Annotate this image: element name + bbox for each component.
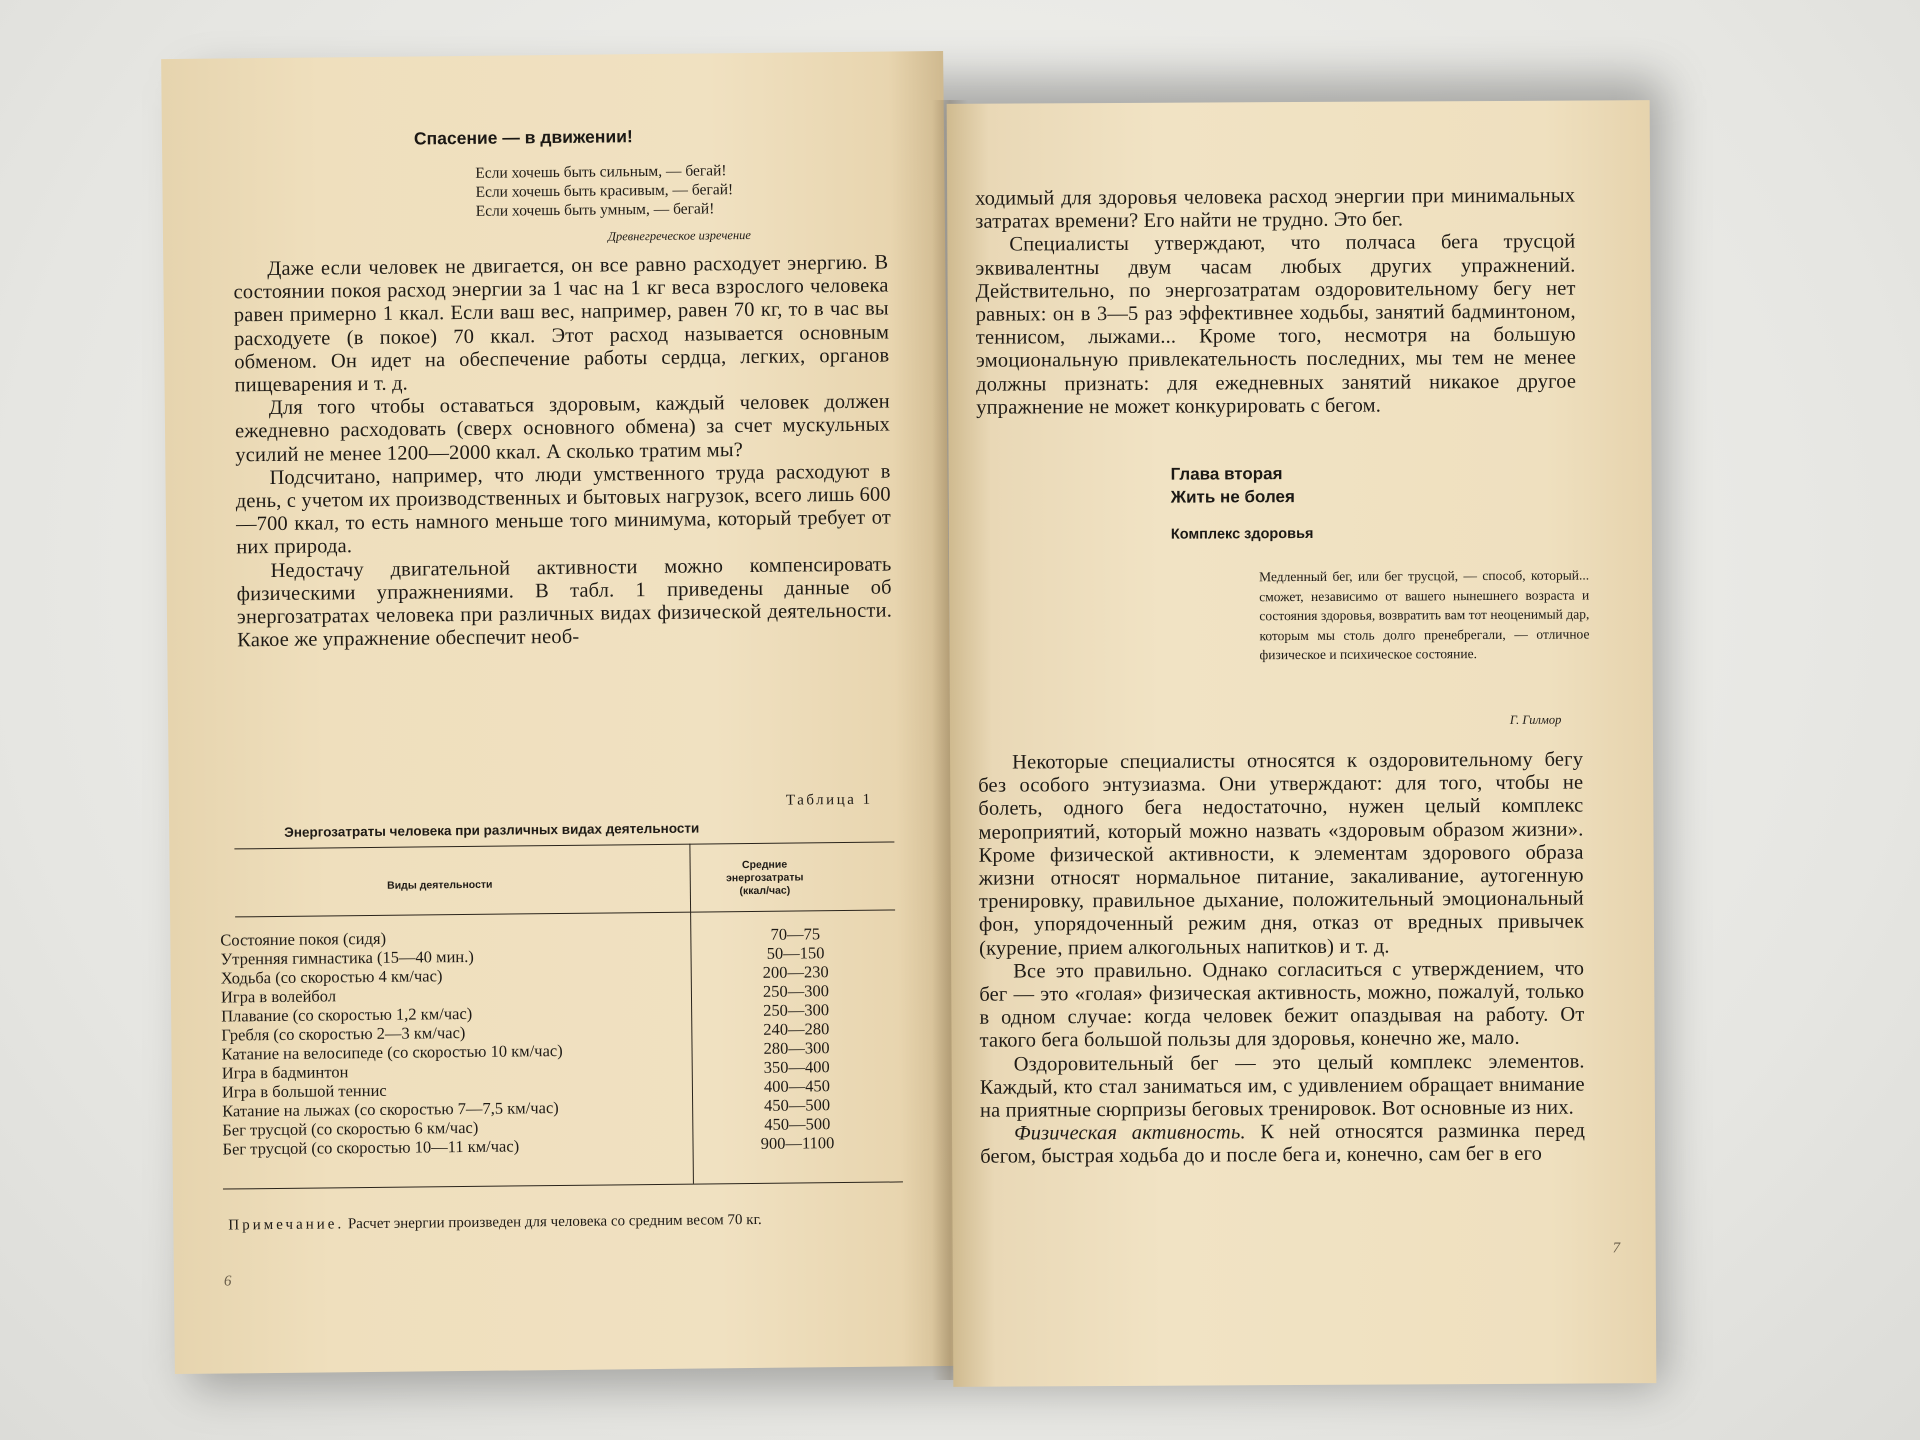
row-activity: Состояние покоя (сидя) [220,928,387,950]
page-number-left: 6 [223,1273,232,1290]
row-activity: Бег трусцой (со скоростью 6 км/час) [222,1117,479,1140]
table-label: Таблица 1 [785,791,873,809]
paragraph-text: К ней относятся разминка перед бегом, быстрая ходьба до и после бега и, конечно, сам бег в его [980,1119,1586,1169]
chapter-title: Жить не болея [1170,487,1295,507]
epigraph-source: Древнегреческое изречение [607,227,751,244]
row-activity: Утренняя гимнастика (15—40 мин.) [220,946,474,969]
paragraph: Подсчитано, например, что люди умственного труда расходуют в день, с учетом их производственных и бытовых нагрузок, всего лишь 600—700 ккал, то есть намного меньше того минимума, который требует от них природа. [235,460,892,559]
table-bottom-rule [223,1181,903,1189]
right-page [947,100,1657,1387]
section-epigraph-author: Г. Гилмор [1509,712,1562,727]
italic-term: Физическая активность. [1013,1121,1246,1145]
row-value: 450—500 [764,1095,831,1115]
row-value: 350—400 [763,1057,830,1077]
row-activity: Ходьба (со скоростью 4 км/час) [220,966,443,988]
right-top-text [975,185,1576,420]
left-page [161,51,957,1374]
epigraph-line: Если хочешь быть красивым, — бегай! [475,181,734,201]
paragraph: Некоторые специалисты относятся к оздоровительному бегу без особого энтузиазма. Они утверждают: для того, чтобы не болеть, одного бега недостаточно, нужен целый комплекс мероприятий, который можно назвать «здоровым образом жизни». Кроме физической активности, к элементам здорового образа жизни относят нормальное питание, закаливание, аутогенную тренировку, правильное дыхание, положительный эмоциональный фон, упорядоченный режим дня, отказ от вредных привычек (курение, прием алкогольных напитков) и т. д. [978,748,1584,960]
paragraph: Специалисты утверждают, что полчаса бега трусцой эквивалентны двум часам любых других упражнений. Действительно, по энергозатратам оздоровительному бегу нет равных: он в 3—5 раз эффективнее ходьбы, занятий бадминтоном, теннисом, лыжами... Кроме того, несмотря на большую эмоциональную привлекательность последних, мы тем не менее должны признать: для ежедневных занятий никакое другое упражнение не может конкурировать с бегом. [975,230,1577,419]
epigraph-line: Если хочешь быть умным, — бегай! [475,200,715,220]
row-value: 200—230 [762,962,829,982]
row-value: 70—75 [770,924,821,944]
paragraph: Даже если человек не двигается, он все равно расходует энергию. В состоянии покоя расход энергии за 1 час на 1 кг веса взрослого человека равен примерно 1 ккал. Если ваш вес, например, равен 70 кг, то в час вы расходуете (в покое) 70 ккал. Этот расход называется основным обменом. Он идет на обеспечение работы сердца, легких, органов пищеварения и т. д. [233,251,890,397]
row-value: 250—300 [762,981,830,1001]
col-energy-line: (ккал/час) [739,884,791,898]
table-col-energy [700,858,830,898]
paragraph [980,1120,1585,1170]
left-page-title: Спасение — в движении! [413,126,633,149]
row-activity: Игра в волейбол [220,986,337,1007]
row-activity: Катание на лыжах (со скоростью 7—7,5 км/час) [222,1098,559,1121]
left-body-text [233,252,892,653]
row-value: 240—280 [763,1019,830,1039]
section-title: Комплекс здоровья [1170,525,1314,543]
row-activity: Игра в бадминтон [221,1062,349,1083]
paragraph: Недостачу двигательной активности можно компенсировать физическими упражнениями. В табл. 1 приведены данные об энергозатратах человека при различных видах физической деятельности. Какое же упражнение обеспечит необ- [236,553,893,652]
note-label: Примечание. [228,1216,345,1234]
row-activity: Катание на велосипеде (со скоростью 10 км/час) [221,1040,563,1064]
row-activity: Бег трусцой (со скоростью 10—11 км/час) [222,1136,520,1159]
col-energy-line: Средние [741,858,788,872]
table-note [228,1210,893,1235]
row-value: 280—300 [763,1038,830,1058]
table-row [222,1133,835,1159]
chapter-label: Глава вторая [1170,464,1283,484]
paragraph: Для того чтобы оставаться здоровым, каждый человек должен ежедневно расходовать (сверх основного обмена) за счет мускульных усилий не менее 1200—2000 ккал. А сколько тратим мы? [234,390,891,467]
row-activity: Плавание (со скоростью 1,2 км/час) [221,1003,473,1026]
epigraph [475,159,936,221]
table-header-rule [235,909,895,917]
table-caption: Энергозатраты человека при различных видах деятельности [284,820,700,840]
row-activity: Игра в большой теннис [221,1080,387,1102]
col-energy-line: энергозатраты [726,871,804,885]
row-activity: Гребля (со скоростью 2—3 км/час) [221,1022,466,1045]
section-epigraph: Медленный бег, или бег трусцой, — способ, который... сможет, независимо от вашего нынешнего возраста и состояния здоровья, возвратить вам тот неоценимый дар, которым мы столь долго пренебрегали, — отличное физическое и психическое состояние. [1259,567,1590,663]
table-top-rule [234,841,894,849]
paragraph: ходимый для здоровья человека расход энергии при минимальных затратах времени? Его найти не трудно. Это бег. [975,184,1576,233]
row-value: 450—500 [764,1114,831,1134]
row-value: 400—450 [763,1076,831,1096]
row-value: 900—1100 [760,1133,835,1153]
epigraph-line: Если хочешь быть сильным, — бегай! [475,162,727,182]
page-number-right: 7 [1612,1240,1621,1257]
row-value: 50—150 [766,943,825,963]
paragraph: Все это правильно. Однако согласиться с утверждением, что бег — это «голая» физическая активность, можно, пожалуй, только в одном случае: когда человек бежит опаздывая на работу. От такого бега большой пользы для здоровья, конечно же, мало. [979,957,1585,1053]
note-text: Расчет энергии произведен для человека со средним весом 70 кг. [347,1211,762,1233]
row-value: 250—300 [763,1000,830,1020]
table-col-activity: Виды деятельности [387,878,493,892]
right-body-text [978,749,1585,1170]
paragraph: Оздоровительный бег — это целый комплекс элементов. Каждый, кто стал заниматься им, с удивлением обращает внимание на приятные сюрпризы беговых тренировок. Вот основные из них. [979,1050,1585,1122]
